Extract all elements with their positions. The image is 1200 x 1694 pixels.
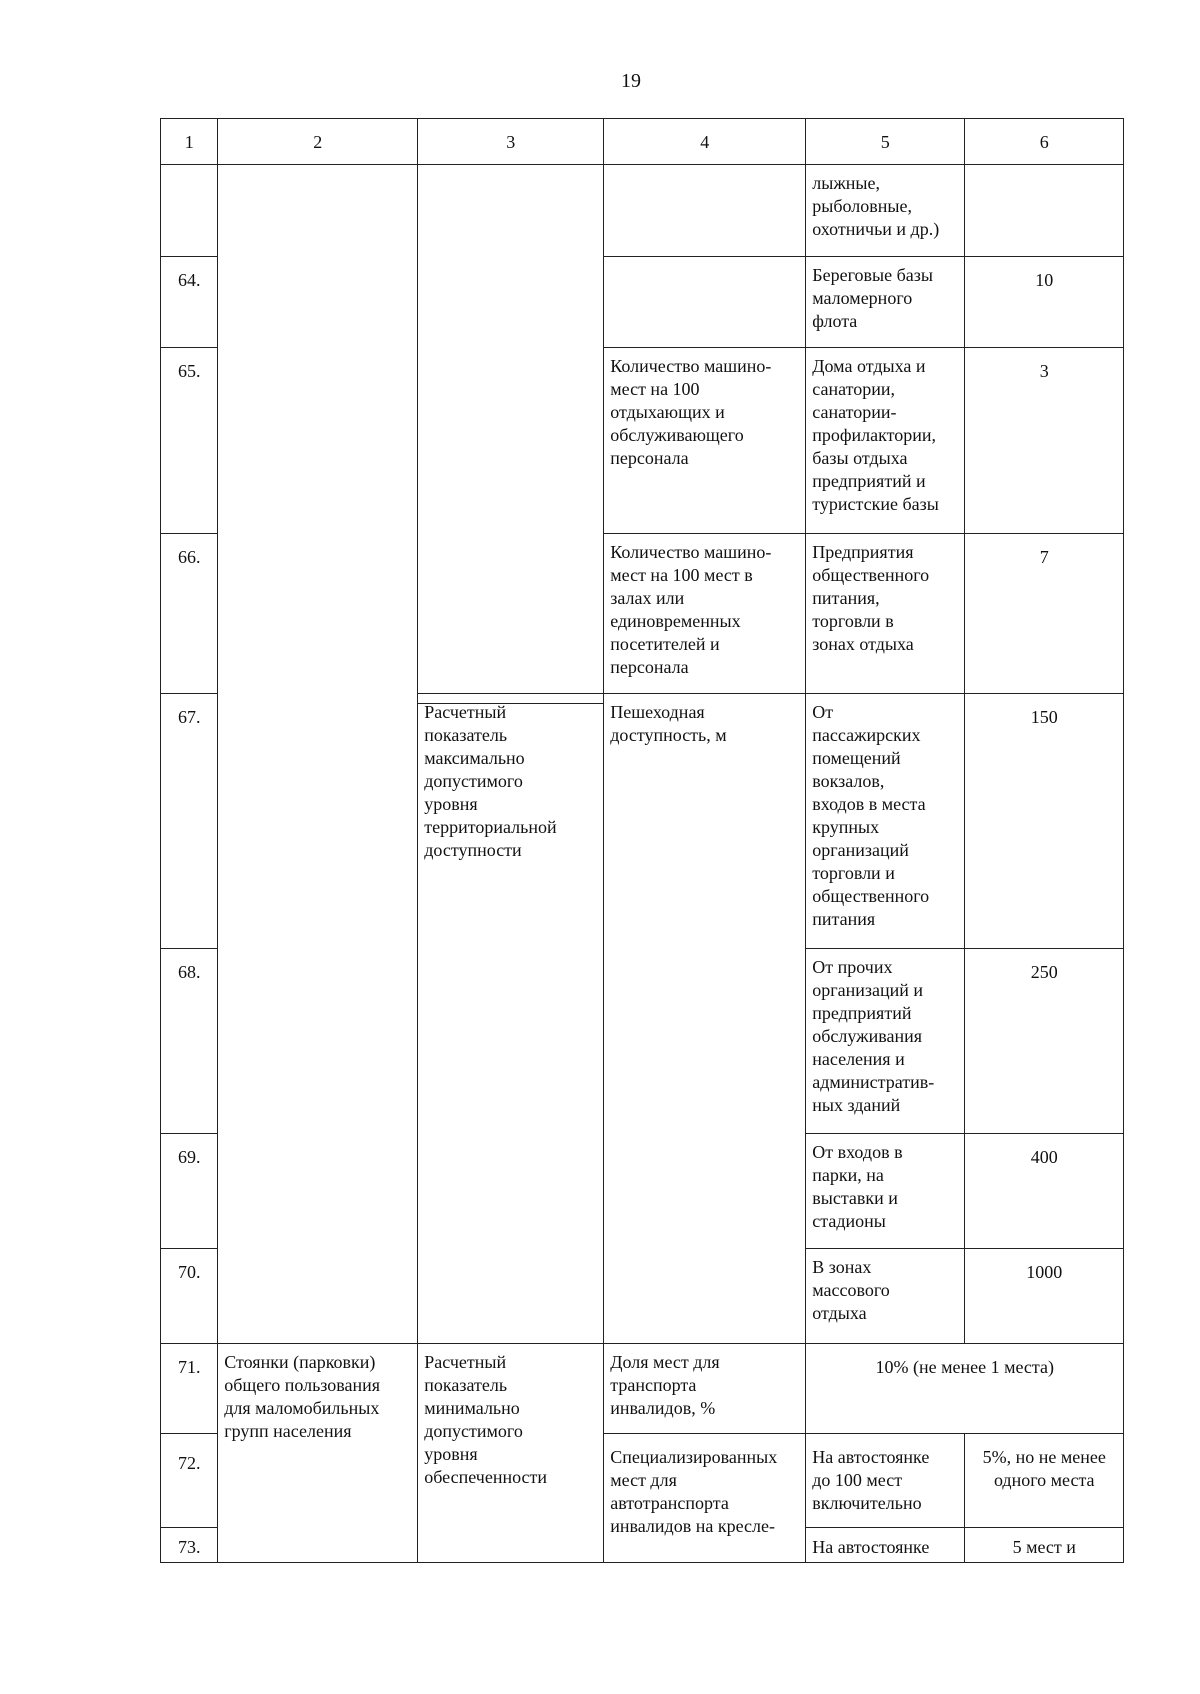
- row-65-num: 65.: [160, 347, 218, 534]
- row-68-col5: От прочих организаций и предприятий обслуживания населения и административ- ных зданий: [805, 948, 965, 1134]
- row-65-col6: 3: [964, 347, 1124, 534]
- row-70-col5: В зонах массового отдыха: [805, 1248, 965, 1344]
- header-col-2: 2: [217, 118, 418, 165]
- header-col-6: 6: [964, 118, 1124, 165]
- merged-col2-upper: [217, 164, 418, 1344]
- row-73-col5: На автостоянке: [805, 1527, 965, 1563]
- header-col-1: 1: [160, 118, 218, 165]
- cont-row-num: [160, 164, 218, 257]
- row-69-col5: От входов в парки, на выставки и стадионы: [805, 1133, 965, 1249]
- row-72-num: 72.: [160, 1433, 218, 1528]
- row-68-col6: 250: [964, 948, 1124, 1134]
- row-65-col4: Количество машино- мест на 100 отдыхающих и обслуживающего персонала: [603, 347, 806, 534]
- row-64-num: 64.: [160, 256, 218, 348]
- cont-row-col6: [964, 164, 1124, 257]
- row-64-col5: Береговые базы маломерного флота: [805, 256, 965, 348]
- row-64-col4: [603, 256, 806, 348]
- rows-72-73-col4: Специализированных мест для автотранспорта инвалидов на кресле-: [603, 1433, 806, 1563]
- row-70-col6: 1000: [964, 1248, 1124, 1344]
- norms-table: [161, 119, 1125, 1564]
- row-70-num: 70.: [160, 1248, 218, 1344]
- row-66-col4: Количество машино- мест на 100 мест в залах или единовременных посетителей и персонала: [603, 533, 806, 694]
- row-68-num: 68.: [160, 948, 218, 1134]
- row-66-col6: 7: [964, 533, 1124, 694]
- row-64-col6: 10: [964, 256, 1124, 348]
- row-71-col56: 10% (не менее 1 места): [805, 1343, 1124, 1434]
- row-67-col5: От пассажирских помещений вокзалов, входов в места крупных организаций торговли и общественного питания: [805, 693, 965, 949]
- row-65-col5: Дома отдыха и санатории, санатории- профилактории, базы отдыха предприятий и туристские базы: [805, 347, 965, 534]
- row-72-col6: 5%, но не менее одного места: [964, 1433, 1124, 1528]
- row-71-col4: Доля мест для транспорта инвалидов, %: [603, 1343, 806, 1434]
- header-col-4: 4: [603, 118, 806, 165]
- row-72-col5: На автостоянке до 100 мест включительно: [805, 1433, 965, 1528]
- row-67-num: 67.: [160, 693, 218, 949]
- row-73-col6: 5 мест и: [964, 1527, 1124, 1563]
- header-col-5: 5: [805, 118, 965, 165]
- rows-71-73-col3: Расчетный показатель минимально допустимого уровня обеспеченности: [417, 1343, 604, 1563]
- row-71-num: 71.: [160, 1343, 218, 1434]
- rows-67-70-col3: Расчетный показатель максимально допустимого уровня территориальной доступности: [417, 693, 604, 1344]
- row-69-num: 69.: [160, 1133, 218, 1249]
- cont-row-col4: [603, 164, 806, 257]
- row-73-num: 73.: [160, 1527, 218, 1563]
- row-66-num: 66.: [160, 533, 218, 694]
- rows-71-73-col2: Стоянки (парковки) общего пользования для маломобильных групп населения: [217, 1343, 418, 1563]
- row-66-col5: Предприятия общественного питания, торговли в зонах отдыха: [805, 533, 965, 694]
- merged-col3-upper: [417, 164, 604, 704]
- cont-row-col5: лыжные, рыболовные, охотничьи и др.): [805, 164, 965, 257]
- page-number: 19: [621, 70, 641, 92]
- rows-67-70-col4: Пешеходная доступность, м: [603, 693, 806, 1344]
- row-67-col6: 150: [964, 693, 1124, 949]
- row-69-col6: 400: [964, 1133, 1124, 1249]
- header-col-3: 3: [417, 118, 604, 165]
